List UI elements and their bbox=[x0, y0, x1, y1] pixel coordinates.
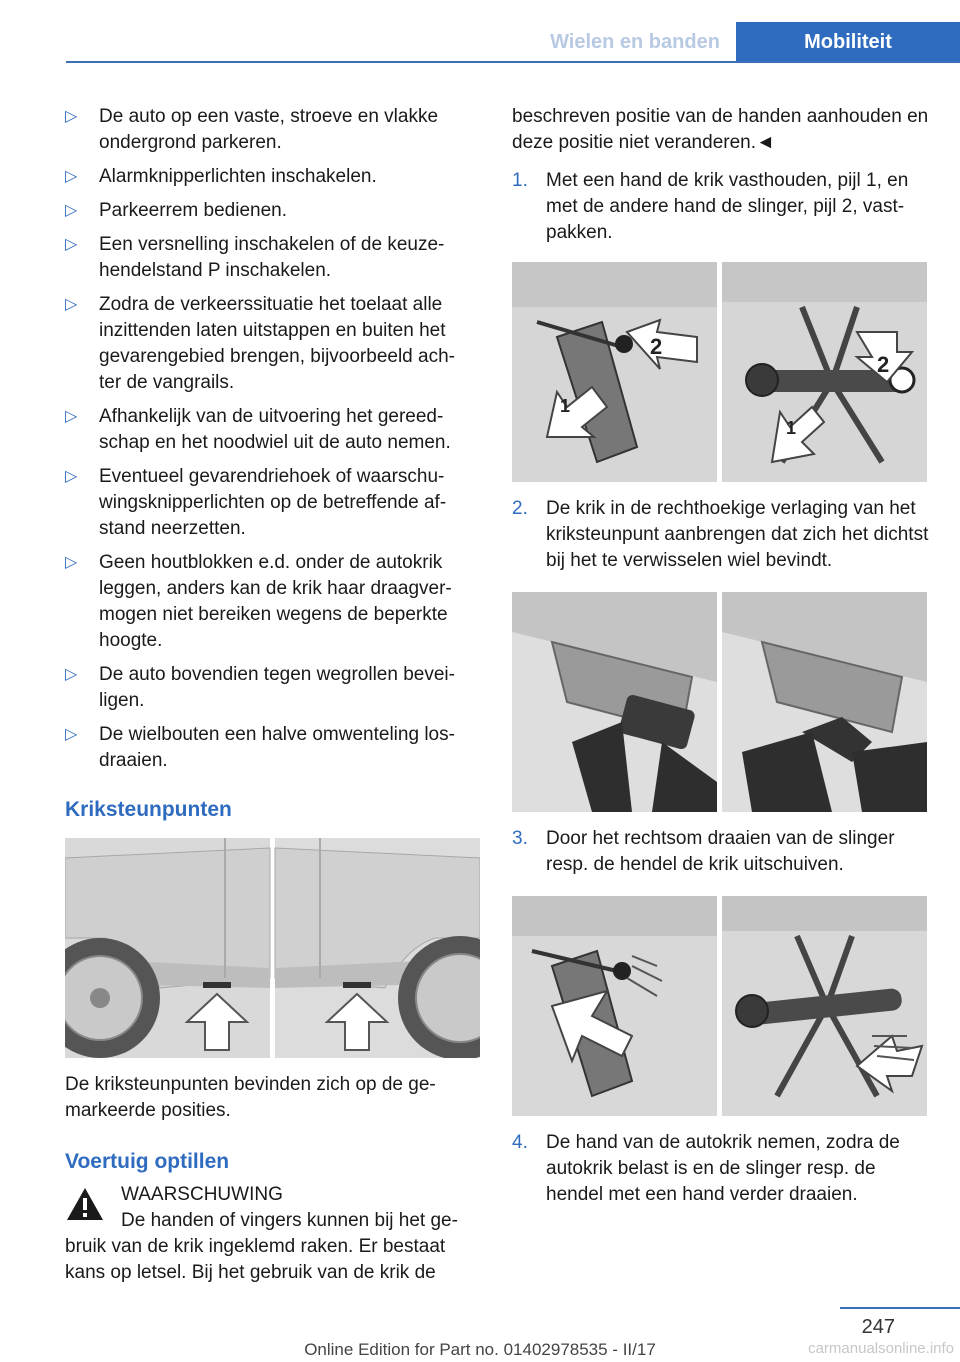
arrow-label: 2 bbox=[650, 334, 663, 359]
edition-line: Online Edition for Part no. 01402978535 - II/17 bbox=[304, 1340, 656, 1359]
warning-title: WAARSCHUWING bbox=[121, 1184, 283, 1205]
steps-list bbox=[512, 826, 932, 878]
list-item: ▷ Alarmknipperlichten inschakelen. bbox=[65, 164, 477, 190]
warning-block bbox=[65, 1182, 477, 1286]
list-item: ▷ De auto bovendien tegen wegrollen bevei-ligen. bbox=[65, 664, 455, 711]
warning-continuation: beschreven positie van de handen aanhouden en deze positie niet veranderen.◄ bbox=[512, 106, 929, 153]
jack-grip-illustration bbox=[512, 262, 927, 482]
steps-list bbox=[512, 168, 932, 246]
jack-placement-illustration bbox=[512, 592, 927, 812]
triangle-bullet-icon: ▷ bbox=[65, 236, 78, 253]
list-item: 2. De krik in de rechthoekige verlaging van het kriksteunpunt aanbrengen dat zich het dichtst bij het te verwisselen wiel bevindt. bbox=[512, 498, 929, 571]
arrow-label: 1 bbox=[560, 396, 571, 416]
triangle-bullet-icon: ▷ bbox=[65, 202, 78, 219]
list-item: 4. De hand van de autokrik nemen, zodra de autokrik belast is en de slinger resp. de hendel met een hand verder draaien. bbox=[512, 1132, 900, 1205]
list-item: ▷ Parkeerrem bedienen. bbox=[65, 198, 477, 224]
list-item: ▷ Eventueel gevarendriehoek of waarschu-wingsknipperlichten op de betreffende af-stand neerzetten. bbox=[65, 466, 447, 539]
list-item: ▷ De auto op een vaste, stroeve en vlakke ondergrond parkeren. bbox=[65, 106, 439, 153]
jack-points-illustration bbox=[65, 838, 480, 1058]
watermark: carmanualsonline.info bbox=[808, 1340, 954, 1357]
left-column bbox=[65, 104, 477, 1286]
jack-grip-svg bbox=[512, 262, 927, 482]
tab-mobiliteit[interactable]: Mobiliteit bbox=[736, 22, 960, 63]
page-number: 247 bbox=[861, 1316, 895, 1338]
warning-text: De handen of vingers kunnen bij het ge-bruik van de krik ingeklemd raken. Er bestaat kans op letsel. Bij het gebruik van de krik de bbox=[65, 1210, 458, 1283]
jack-placement-svg bbox=[512, 592, 927, 812]
jack-points-description: De kriksteunpunten bevinden zich op de ge-markeerde posities. bbox=[65, 1074, 436, 1121]
list-item: 3. Door het rechtsom draaien van de slinger resp. de hendel de krik uitschuiven. bbox=[512, 828, 895, 875]
warning-triangle-icon bbox=[65, 1186, 105, 1222]
header-divider bbox=[66, 61, 960, 63]
triangle-bullet-icon: ▷ bbox=[65, 296, 78, 313]
list-item: ▷ Afhankelijk van de uitvoering het gereed-schap en het noodwiel uit de auto nemen. bbox=[65, 406, 451, 453]
triangle-bullet-icon: ▷ bbox=[65, 408, 78, 425]
arrow-label: 2 bbox=[877, 352, 890, 377]
steps-list bbox=[512, 1130, 932, 1208]
list-item: ▷ De wielbouten een halve omwenteling los-draaien. bbox=[65, 724, 455, 771]
arrow-label: 1 bbox=[786, 418, 797, 438]
triangle-bullet-icon: ▷ bbox=[65, 666, 78, 683]
heading-voertuig-optillen: Voertuig optillen bbox=[65, 1150, 230, 1173]
jack-extend-illustration bbox=[512, 896, 927, 1116]
triangle-bullet-icon: ▷ bbox=[65, 468, 78, 485]
footer-divider bbox=[840, 1307, 960, 1309]
list-item: ▷ Geen houtblokken e.d. onder de autokrik leggen, anders kan de krik haar draagver-mogen niet bereiken wegens de beperkte hoogte. bbox=[65, 552, 452, 651]
triangle-bullet-icon: ▷ bbox=[65, 726, 78, 743]
preparation-list bbox=[65, 104, 477, 774]
jack-extend-svg bbox=[512, 896, 927, 1116]
list-item: 1. Met een hand de krik vasthouden, pijl 1, en met de andere hand de slinger, pijl 2, vast-pakken. bbox=[512, 170, 909, 243]
right-column bbox=[512, 104, 932, 1208]
steps-list bbox=[512, 496, 932, 574]
triangle-bullet-icon: ▷ bbox=[65, 168, 78, 185]
jack-points-svg bbox=[65, 838, 480, 1058]
list-item: ▷ Een versnelling inschakelen of de keuze-hendelstand P inschakelen. bbox=[65, 234, 445, 281]
tab-wielen-en-banden[interactable]: Wielen en banden bbox=[550, 30, 720, 53]
heading-kriksteunpunten: Kriksteunpunten bbox=[65, 798, 232, 821]
list-item: ▷ Zodra de verkeerssituatie het toelaat alle inzittenden laten uitstappen en buiten het gevarengebied brengen, bijvoorbeeld ach-ter de vangrails. bbox=[65, 294, 455, 393]
triangle-bullet-icon: ▷ bbox=[65, 554, 78, 571]
triangle-bullet-icon: ▷ bbox=[65, 108, 78, 125]
